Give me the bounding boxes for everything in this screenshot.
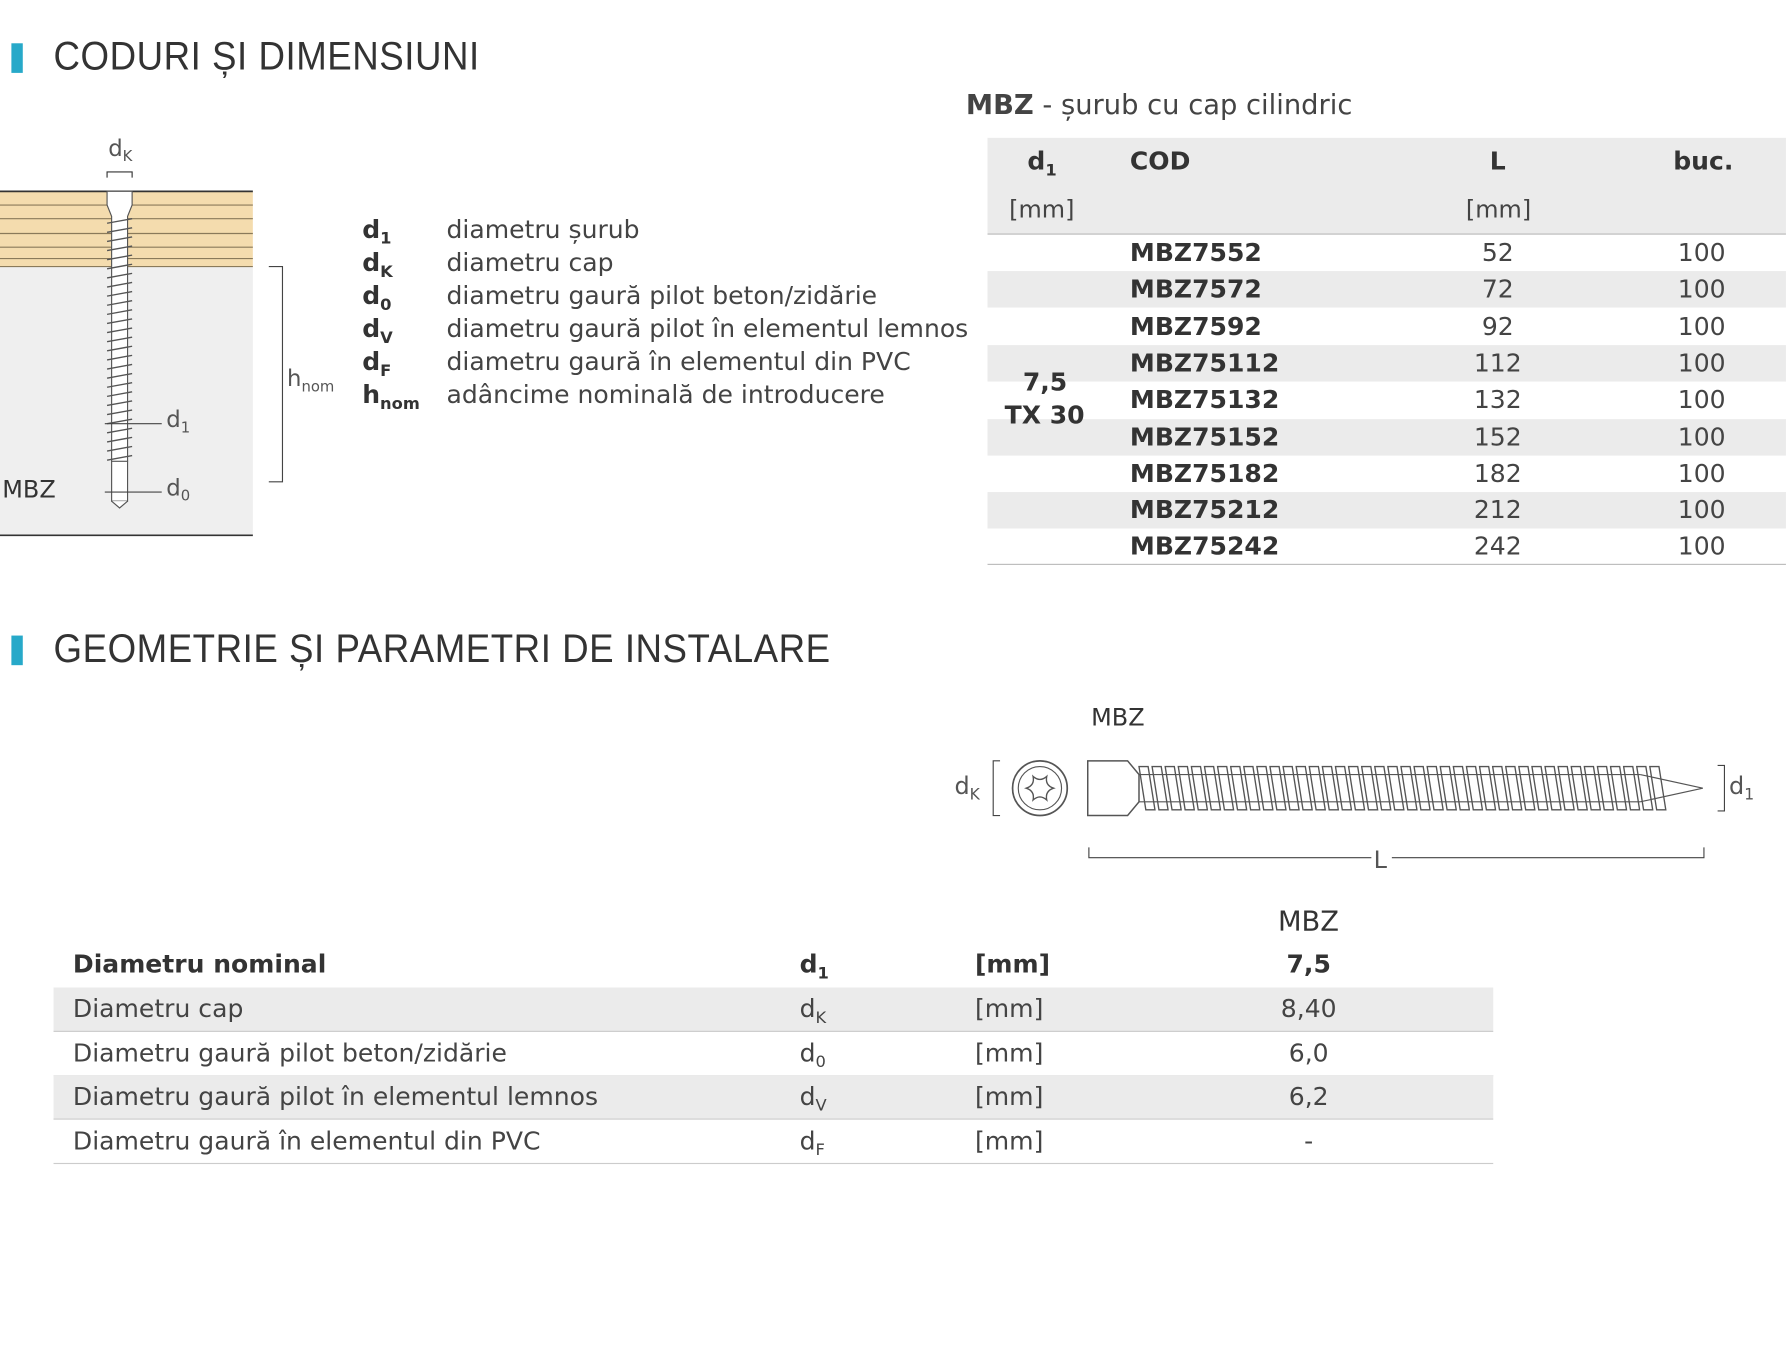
cell-L: 152	[1473, 423, 1522, 452]
params-row	[54, 1075, 1494, 1119]
cell-cod: MBZ75242	[1129, 533, 1280, 562]
section-title-geometry: GEOMETRIE ȘI PARAMETRI DE INSTALARE	[53, 626, 831, 671]
side-d1-label: $d_1$	[1729, 772, 1755, 804]
cell-buc: 100	[1677, 239, 1726, 268]
cell-L: 182	[1473, 459, 1522, 489]
cell-cod: MBZ75132	[1129, 386, 1280, 415]
legend-description: diametru șurub	[446, 216, 640, 245]
legend-symbol: $d_F$	[362, 348, 392, 381]
param-symbol: $d_K$	[799, 995, 827, 1028]
legend-symbol: $d_0$	[362, 282, 392, 315]
table-row	[988, 382, 1786, 418]
legend-symbol: $d_1$	[362, 216, 392, 249]
cell-buc: 100	[1677, 386, 1726, 415]
side-L-label: L	[1373, 846, 1387, 874]
cell-cod: MBZ75212	[1129, 496, 1280, 526]
section-accent-bar	[11, 43, 22, 73]
cell-L: 92	[1481, 312, 1514, 342]
header-d1: $d_1$	[1027, 148, 1057, 180]
cell-L: 112	[1473, 349, 1522, 379]
param-value: 6,0	[1288, 1039, 1329, 1068]
param-symbol: $d_V$	[799, 1083, 827, 1116]
param-label: Diametru nominal	[72, 951, 327, 980]
table-row	[988, 345, 1786, 381]
legend-description: diametru gaură în elementul din PVC	[446, 348, 911, 378]
cell-buc: 100	[1677, 423, 1726, 452]
hnom-label: $h_{nom}$	[287, 364, 335, 396]
cell-cod: MBZ7572	[1129, 275, 1262, 305]
cell-L: 132	[1473, 386, 1522, 415]
section-accent-bar	[11, 636, 22, 666]
params-row	[54, 988, 1494, 1032]
header-buc: buc.	[1673, 148, 1734, 177]
cell-buc: 100	[1677, 496, 1726, 526]
cell-L: 52	[1481, 239, 1514, 268]
codes-table-header	[988, 138, 1786, 235]
table-row	[988, 529, 1786, 565]
cell-cod: MBZ75152	[1129, 423, 1280, 452]
legend-description: diametru cap	[446, 249, 614, 278]
params-row	[54, 1119, 1494, 1163]
header-d1-unit: [mm]	[1009, 195, 1075, 224]
cell-buc: 100	[1677, 275, 1726, 305]
cell-buc: 100	[1677, 533, 1726, 562]
cell-cod: MBZ75182	[1129, 459, 1280, 489]
section-title-codes: CODURI ȘI DIMENSIUNI	[53, 34, 480, 79]
product-label: MBZ	[2, 476, 56, 504]
params-header-row	[54, 943, 1494, 986]
param-unit: [mm]	[974, 951, 1051, 980]
param-label: Diametru gaură pilot în elementul lemnos	[72, 1083, 599, 1112]
param-symbol: $d_0$	[799, 1039, 826, 1072]
param-value: -	[1304, 1127, 1314, 1156]
cell-buc: 100	[1677, 349, 1726, 379]
legend-description: adâncime nominală de introducere	[446, 381, 885, 411]
group-d1: 7,5	[1022, 369, 1068, 398]
cell-L: 72	[1481, 275, 1514, 305]
cell-buc: 100	[1677, 312, 1726, 342]
param-value: 6,2	[1288, 1083, 1329, 1112]
param-label: Diametru gaură în elementul din PVC	[72, 1127, 541, 1156]
param-unit: [mm]	[974, 1083, 1044, 1112]
header-cod: COD	[1129, 148, 1191, 177]
params-row	[54, 1031, 1494, 1075]
table-row	[988, 271, 1786, 307]
param-value: 8,40	[1280, 995, 1337, 1024]
cell-L: 242	[1473, 533, 1522, 562]
param-label: Diametru cap	[72, 995, 244, 1024]
group-drive: TX 30	[1004, 402, 1085, 431]
table-row	[988, 308, 1786, 344]
screw-side-drawing	[980, 752, 1732, 877]
table-row	[988, 455, 1786, 491]
param-unit: [mm]	[974, 1127, 1044, 1156]
codes-table-bottom	[988, 564, 1786, 565]
param-unit: [mm]	[974, 995, 1044, 1024]
param-symbol: $d_1$	[799, 951, 829, 983]
dk-label: $d_K$	[108, 134, 133, 166]
cell-cod: MBZ75112	[1129, 349, 1280, 379]
legend-symbol: $d_K$	[362, 249, 393, 282]
param-symbol: $d_F$	[799, 1127, 825, 1159]
side-drawing-label: MBZ	[1091, 703, 1145, 732]
d1-label: $d_1$	[166, 405, 191, 437]
header-L: L	[1489, 148, 1506, 177]
codes-subtitle: MBZ - șurub cu cap cilindric	[965, 88, 1353, 121]
params-product: MBZ	[1277, 905, 1340, 938]
header-L-unit: [mm]	[1465, 195, 1532, 224]
legend-symbol: $h_{nom}$	[362, 381, 420, 414]
table-row	[988, 419, 1786, 455]
legend-description: diametru gaură pilot în elementul lemnos	[446, 315, 969, 344]
legend-description: diametru gaură pilot beton/zidărie	[446, 282, 878, 311]
cell-L: 212	[1473, 496, 1522, 526]
param-label: Diametru gaură pilot beton/zidărie	[72, 1039, 507, 1068]
cell-cod: MBZ7552	[1129, 239, 1262, 268]
table-row	[988, 492, 1786, 528]
side-dk-label: $d_K$	[954, 772, 980, 804]
cell-buc: 100	[1677, 459, 1726, 489]
param-unit: [mm]	[974, 1039, 1044, 1068]
legend-symbol: $d_V$	[362, 315, 393, 348]
param-value: 7,5	[1286, 951, 1331, 980]
cell-cod: MBZ7592	[1129, 312, 1262, 342]
d0-label: $d_0$	[166, 473, 191, 506]
table-row	[988, 235, 1786, 271]
